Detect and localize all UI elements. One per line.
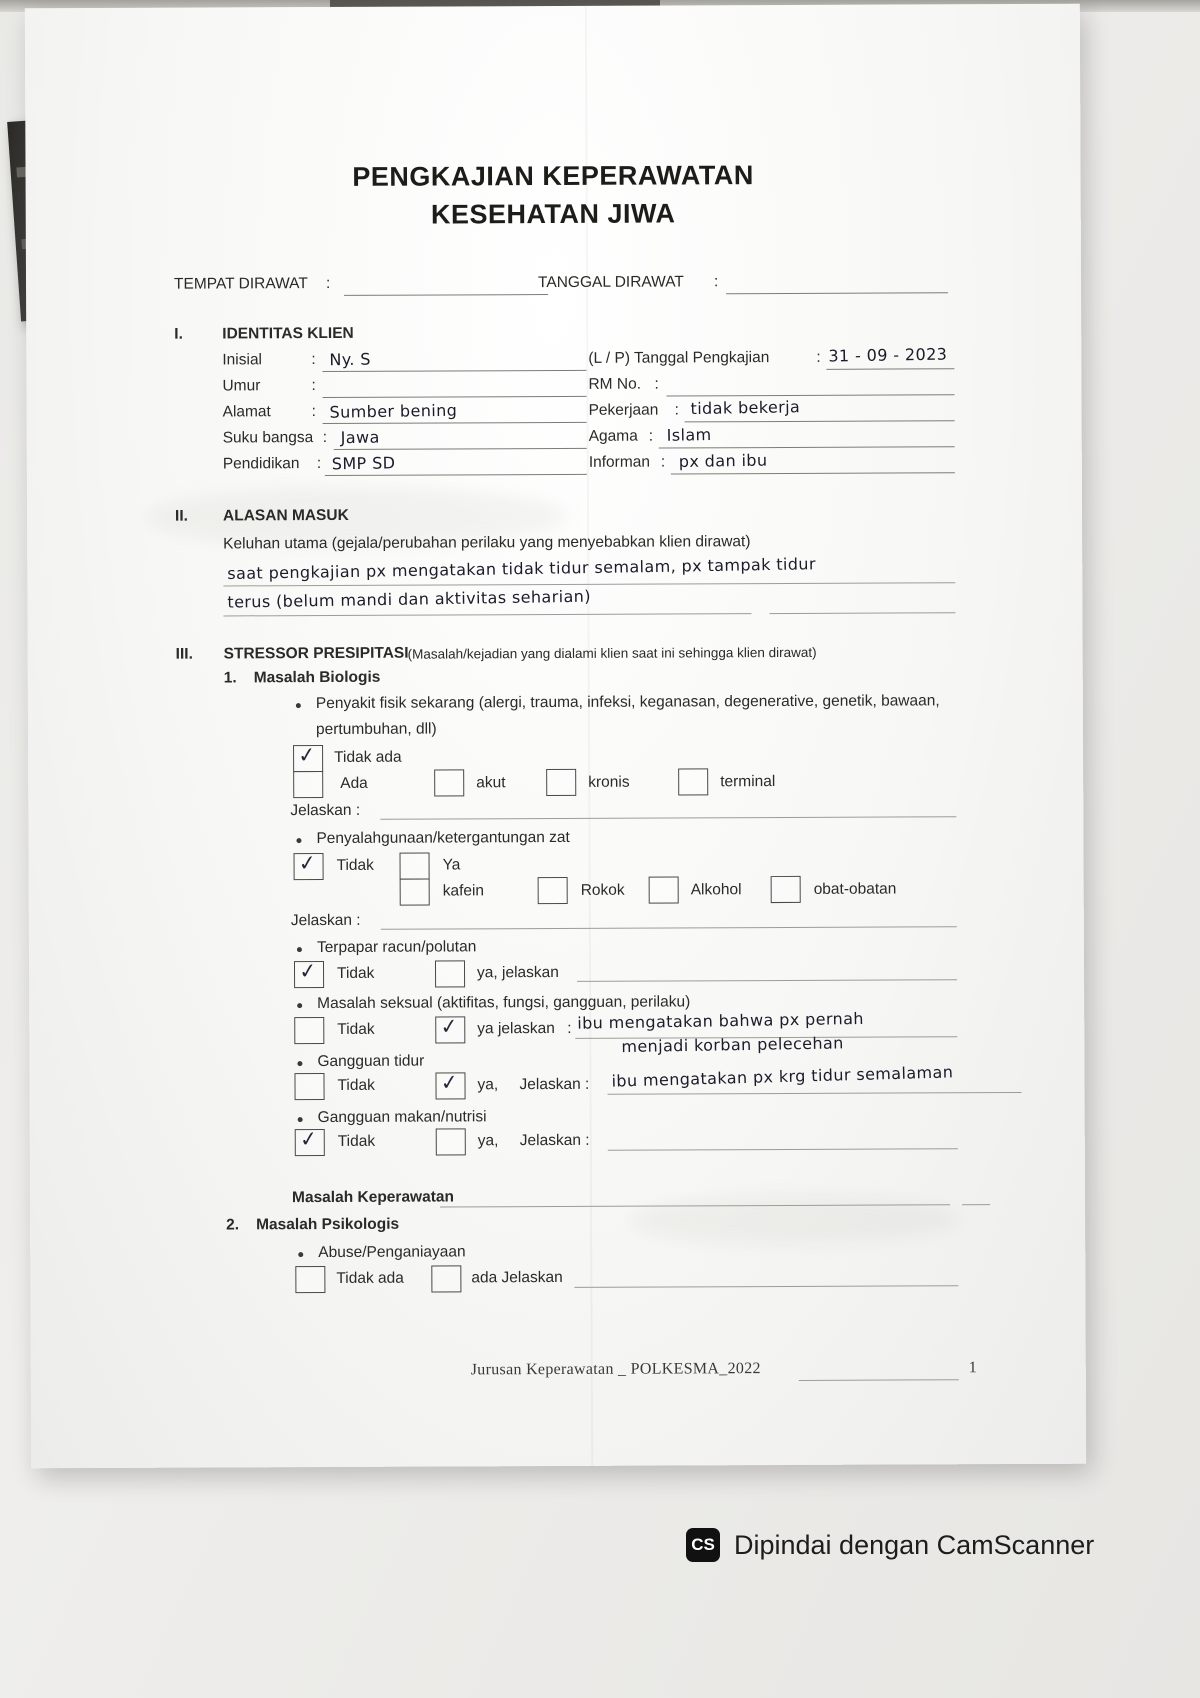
informan-colon: : (660, 453, 666, 471)
inisial-label: Inisial (222, 351, 263, 369)
penyakit-kronis-label: kronis (588, 773, 630, 791)
check-icon: ✓ (298, 1126, 319, 1152)
bullet-icon (296, 703, 301, 708)
rm-no-label: RM No. (588, 375, 642, 393)
alamat-value: Sumber bening (329, 400, 458, 422)
seksual-colon: : (567, 1019, 572, 1037)
bullet-icon (298, 1252, 303, 1257)
tanggal-pengkajian-label: (L / P) Tanggal Pengkajian (588, 349, 770, 367)
checkbox-seksual-tidak[interactable] (294, 1017, 324, 1044)
checkbox-ada-penyakit[interactable] (293, 771, 323, 798)
seksual-ya-label: ya jelaskan (477, 1020, 555, 1038)
zat-jelaskan-label: Jelaskan : (290, 911, 361, 930)
camscanner-label: Dipindai dengan CamScanner (734, 1529, 1095, 1560)
agama-input[interactable] (659, 446, 955, 448)
tidur-tidak-label: Tidak (337, 1076, 375, 1094)
masalah-keperawatan-input[interactable] (440, 1204, 950, 1207)
tidur-jelaskan-input[interactable] (608, 1092, 1022, 1095)
suku-bangsa-value: Jawa (340, 427, 380, 448)
informan-value: px dan ibu (678, 450, 768, 471)
sub1-number: 1. (223, 669, 237, 687)
sub1-title: Masalah Biologis (253, 668, 381, 687)
pekerjaan-colon: : (674, 401, 679, 419)
penyakit-ada-label: Ada (340, 774, 368, 792)
checkbox-rokok[interactable] (538, 877, 568, 904)
masalah-keperawatan-label: Masalah Keperawatan (291, 1188, 455, 1207)
makan-ya-label: ya, (477, 1132, 499, 1150)
agama-label: Agama (588, 427, 638, 445)
makan-text: Gangguan makan/nutrisi (317, 1108, 487, 1127)
checkbox-zat-tidak[interactable] (294, 850, 324, 880)
penyakit-terminal-label: terminal (720, 773, 776, 791)
checkbox-akut[interactable] (434, 769, 464, 796)
document-body (25, 4, 1086, 1469)
document-page-number: 1 (968, 1359, 978, 1377)
rokok-label: Rokok (580, 881, 625, 899)
section-2-number: II. (175, 507, 188, 525)
penyakit-jelaskan-input[interactable] (380, 816, 956, 820)
masalah-keperawatan-input-tail[interactable] (962, 1204, 990, 1205)
section-2-heading: ALASAN MASUK (222, 506, 349, 525)
checkbox-seksual-ya[interactable] (435, 1013, 465, 1043)
zat-ya-label: Ya (442, 856, 461, 874)
bullet-icon (297, 1061, 302, 1066)
document-footer-rule (799, 1379, 959, 1381)
pendidikan-colon: : (316, 455, 322, 473)
tidur-text: Gangguan tidur (317, 1052, 425, 1071)
section-1-number: I. (174, 325, 183, 343)
keluhan-utama-line-2a[interactable] (223, 613, 751, 616)
penyakit-fisik-text-line2: pertumbuhan, dll) (315, 720, 437, 739)
tidur-ya-label: ya, (477, 1076, 499, 1094)
bullet-icon (298, 1117, 303, 1122)
pekerjaan-label: Pekerjaan (588, 401, 659, 419)
document-title-line2: KESEHATAN JIWA (430, 198, 676, 230)
kafein-label: kafein (442, 882, 485, 900)
seksual-text: Masalah seksual (aktifitas, fungsi, gangguan, perilaku) (317, 993, 691, 1013)
seksual-jelaskan-value-line1: ibu mengatakan bahwa px pernah (577, 1008, 865, 1033)
agama-value: Islam (666, 425, 712, 445)
checkbox-zat-ya[interactable] (400, 853, 430, 880)
obat-obatan-label: obat-obatan (813, 880, 897, 898)
tanggal-pengkajian-colon: : (816, 348, 821, 366)
zat-text: Penyalahgunaan/ketergantungan zat (316, 828, 570, 848)
abuse-jelaskan-input[interactable] (574, 1285, 958, 1288)
tempat-dirawat-label: TEMPAT DIRAWAT (173, 275, 308, 293)
tanggal-dirawat-colon: : (713, 273, 719, 291)
pekerjaan-value: tidak bekerja (690, 397, 801, 419)
section-3-heading-note: (Masalah/kejadian yang dialami klien saat ini sehingga klien dirawat) (407, 644, 817, 662)
seksual-jelaskan-value-line2: menjadi korban pelecehan (621, 1033, 844, 1057)
suku-bangsa-label: Suku bangsa (222, 429, 314, 447)
pendidikan-value: SMP SD (331, 453, 396, 474)
keluhan-utama-value-line1: saat pengkajian px mengatakan tidak tidur semalam, px tampak tidur (227, 554, 817, 584)
abuse-text: Abuse/Penganiayaan (318, 1243, 466, 1262)
racun-jelaskan-input[interactable] (577, 979, 957, 982)
checkbox-tidur-ya[interactable] (435, 1069, 465, 1099)
alamat-label: Alamat (222, 403, 271, 421)
racun-text: Terpapar racun/polutan (316, 938, 477, 957)
abuse-ada-label: ada Jelaskan (471, 1268, 563, 1287)
checkbox-kronis[interactable] (546, 769, 576, 796)
check-icon: ✓ (297, 958, 318, 984)
bullet-icon (297, 947, 302, 952)
penyakit-akut-label: akut (476, 774, 506, 792)
alamat-colon: : (311, 403, 316, 421)
checkbox-terminal[interactable] (678, 768, 708, 795)
checkbox-makan-ya[interactable] (436, 1128, 466, 1155)
checkbox-makan-tidak[interactable] (295, 1126, 325, 1156)
document-footer-text: Jurusan Keperawatan _ POLKESMA_2022 (470, 1360, 761, 1379)
section-2-subtitle: Keluhan utama (gejala/perubahan perilaku yang menyebabkan klien dirawat) (223, 533, 751, 553)
bullet-icon (296, 838, 301, 843)
alamat-input[interactable] (323, 422, 587, 424)
check-icon: ✓ (439, 1069, 460, 1096)
abuse-tidak-ada-label: Tidak ada (336, 1269, 404, 1287)
tidur-jelaskan-value: ibu mengatakan px krg tidur semalaman (611, 1062, 954, 1091)
checkbox-abuse-ada[interactable] (431, 1265, 461, 1292)
sub2-title: Masalah Psikologis (256, 1215, 400, 1234)
agama-colon: : (648, 427, 654, 445)
tempat-dirawat-colon: : (325, 274, 331, 292)
tanggal-pengkajian-value: 31 - 09 - 2023 (828, 344, 948, 366)
makan-tidak-label: Tidak (337, 1132, 376, 1150)
tanggal-dirawat-input[interactable] (726, 292, 948, 294)
suku-bangsa-input[interactable] (334, 448, 587, 450)
inisial-colon: : (311, 351, 316, 369)
inisial-value: Ny. S (329, 349, 371, 370)
check-icon: ✓ (297, 850, 318, 876)
keluhan-utama-value-line2: terus (belum mandi dan aktivitas seharian) (227, 586, 592, 612)
tempat-dirawat-input[interactable] (344, 294, 548, 296)
pekerjaan-input[interactable] (685, 420, 955, 422)
check-icon: ✓ (439, 1013, 460, 1040)
makan-jelaskan-label: Jelaskan : (519, 1131, 590, 1150)
pendidikan-label: Pendidikan (222, 455, 300, 473)
informan-label: Informan (588, 453, 651, 471)
penyakit-jelaskan-label: Jelaskan : (290, 801, 361, 820)
camscanner-watermark (686, 1528, 1094, 1562)
seksual-tidak-label: Tidak (337, 1020, 375, 1038)
informan-input[interactable] (671, 472, 955, 474)
checkbox-racun-tidak[interactable] (294, 958, 324, 988)
checkbox-alkohol[interactable] (649, 876, 679, 903)
bullet-icon (297, 1003, 302, 1008)
umur-label: Umur (222, 377, 261, 395)
suku-bangsa-colon: : (322, 428, 328, 447)
checkbox-tidur-tidak[interactable] (294, 1073, 324, 1100)
tanggal-pengkajian-input[interactable] (826, 368, 954, 370)
checkbox-racun-ya[interactable] (435, 960, 465, 987)
section-1-heading: IDENTITAS KLIEN (222, 324, 354, 343)
check-icon: ✓ (296, 742, 317, 768)
racun-ya-label: ya, jelaskan (476, 963, 559, 982)
keluhan-utama-line-2b[interactable] (769, 612, 955, 614)
alkohol-label: Alkohol (690, 881, 742, 899)
makan-jelaskan-input[interactable] (608, 1148, 958, 1151)
tanggal-dirawat-label: TANGGAL DIRAWAT (537, 273, 684, 292)
pendidikan-input[interactable] (325, 474, 587, 476)
scanned-document-page (25, 4, 1086, 1469)
zat-tidak-label: Tidak (336, 856, 374, 874)
checkbox-tidak-ada-penyakit[interactable] (293, 742, 323, 772)
section-3-number: III. (175, 645, 193, 663)
document-title-line1: PENGKAJIAN KEPERAWATAN (352, 160, 754, 192)
umur-colon: : (311, 377, 316, 395)
penyakit-fisik-text-line1: Penyakit fisik sekarang (alergi, trauma, infeksi, keganasan, degenerative, genetik, bawaan, (315, 692, 940, 713)
umur-input[interactable] (323, 396, 587, 398)
rm-no-colon: : (654, 375, 659, 393)
camscanner-logo-icon: CS (686, 1528, 720, 1562)
checkbox-obat-obatan[interactable] (771, 876, 801, 903)
tidur-jelaskan-label: Jelaskan : (519, 1075, 590, 1094)
section-3-heading: STRESSOR PRESIPITASI (223, 644, 409, 663)
checkbox-kafein[interactable] (400, 879, 430, 906)
rm-no-input[interactable] (667, 394, 955, 396)
sub2-number: 2. (226, 1216, 240, 1234)
inisial-input[interactable] (322, 370, 586, 372)
checkbox-abuse-tidak-ada[interactable] (295, 1266, 325, 1293)
zat-jelaskan-input[interactable] (381, 926, 957, 930)
penyakit-tidak-ada-label: Tidak ada (334, 748, 402, 766)
racun-tidak-label: Tidak (336, 964, 375, 982)
